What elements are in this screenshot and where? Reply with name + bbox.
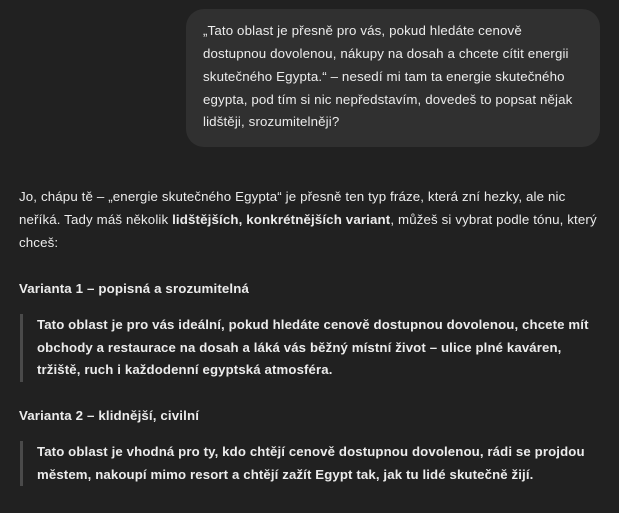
variant-2-text: Tato oblast je vhodná pro ty, kdo chtějí cenově dostupnou dovolenou, rádi se projdou městem, nakoupí mimo resort a chtějí zažít Egypt tak, jak tu lidé skutečně žijí. xyxy=(37,443,585,482)
variant-2-quote xyxy=(20,441,600,486)
assistant-message xyxy=(0,186,619,504)
assistant-intro-paragraph xyxy=(19,186,600,255)
user-message-row xyxy=(0,0,619,147)
user-message-bubble[interactable]: „Tato oblast je přesně pro vás, pokud hledáte cenově dostupnou dovolenou, nákupy na dosah a chcete cítit energii skutečného Egypta.“ – nesedí mi tam ta energie skutečného egypta, pod tím si nic nepředstavím, dovedeš to popsat nějak lidštěji, srozumitelněji? xyxy=(186,9,600,147)
variant-1-text: Tato oblast je pro vás ideální, pokud hledáte cenově dostupnou dovolenou, chcete mít obchody a restaurace na dosah a láká vás běžný místní život – ulice plné kaváren, tržiště, ruch i každodenní egyptská atmosféra. xyxy=(37,316,589,378)
variant-1-quote xyxy=(20,314,600,382)
bottom-spacer xyxy=(19,486,600,504)
variant-2-heading: Varianta 2 – klidnější, civilní xyxy=(19,407,200,423)
variant-1-heading: Varianta 1 – popisná a srozumitelná xyxy=(19,280,250,296)
intro-text-part1: Jo, chápu tě – „energie skutečného Egypta“ je přesně ten typ fráze, která zní hezky, ale nic neříká. Tady máš několik xyxy=(19,189,566,228)
intro-text-bold: lidštějších, konkrétnějších variant xyxy=(172,212,391,228)
intro-text-part2: , můžeš si vybrat podle tónu, který chceš: xyxy=(19,212,597,251)
